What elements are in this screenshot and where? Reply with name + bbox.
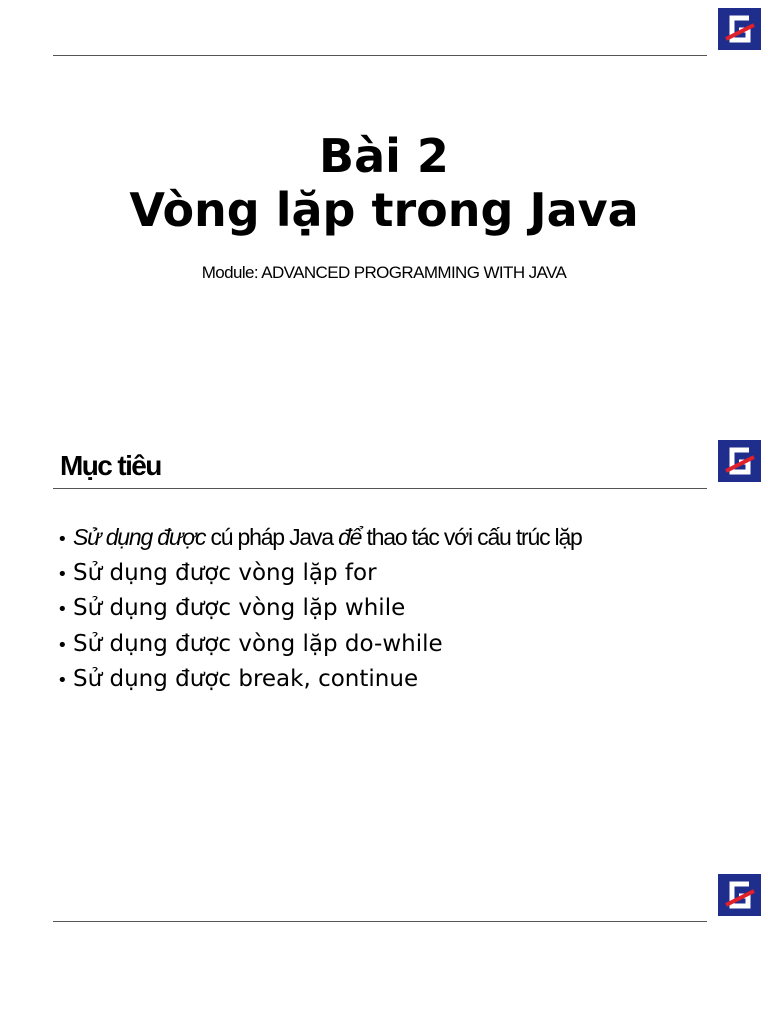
list-item [57, 556, 582, 592]
list-item [57, 627, 582, 663]
next-slide [0, 864, 768, 1024]
bullet-text: để [338, 524, 362, 550]
header-rule [53, 921, 707, 922]
brand-logo-icon [718, 440, 761, 482]
bullet-icon: • [57, 529, 67, 550]
list-item [57, 520, 582, 556]
module-subtitle: Module: ADVANCED PROGRAMMING WITH JAVA [201, 263, 567, 282]
objectives-slide [0, 432, 768, 864]
section-heading: Mục tiêu [60, 450, 161, 481]
bullet-icon: • [57, 634, 68, 656]
bullet-icon: • [57, 670, 68, 691]
heading-rule [53, 488, 707, 489]
bullet-icon: • [57, 599, 68, 620]
bullet-text: cú pháp Java [205, 524, 339, 550]
list-item [57, 662, 582, 698]
bullet-text: Sử dụng được break, continue [73, 666, 419, 692]
slide-title-line1: Bài 2 [319, 129, 449, 183]
bullet-text: Sử dụng được vòng lặp for [73, 559, 377, 586]
bullet-text: thao tác với cấu trúc lặp [361, 524, 582, 550]
title-slide [0, 0, 768, 432]
objectives-list [57, 520, 582, 698]
bullet-text: Sử dụng [73, 524, 158, 550]
brand-logo-icon [718, 8, 761, 50]
bullet-icon: • [57, 563, 68, 585]
bullet-text: Sử dụng được vòng lặp while [73, 595, 406, 621]
list-item [57, 591, 582, 627]
slide-title-line2: Vòng lặp trong Java [129, 183, 639, 237]
bullet-text: được [157, 524, 206, 550]
brand-logo-icon [718, 874, 761, 916]
bullet-text: Sử dụng được vòng lặp do-while [73, 630, 443, 657]
header-rule [53, 55, 707, 56]
